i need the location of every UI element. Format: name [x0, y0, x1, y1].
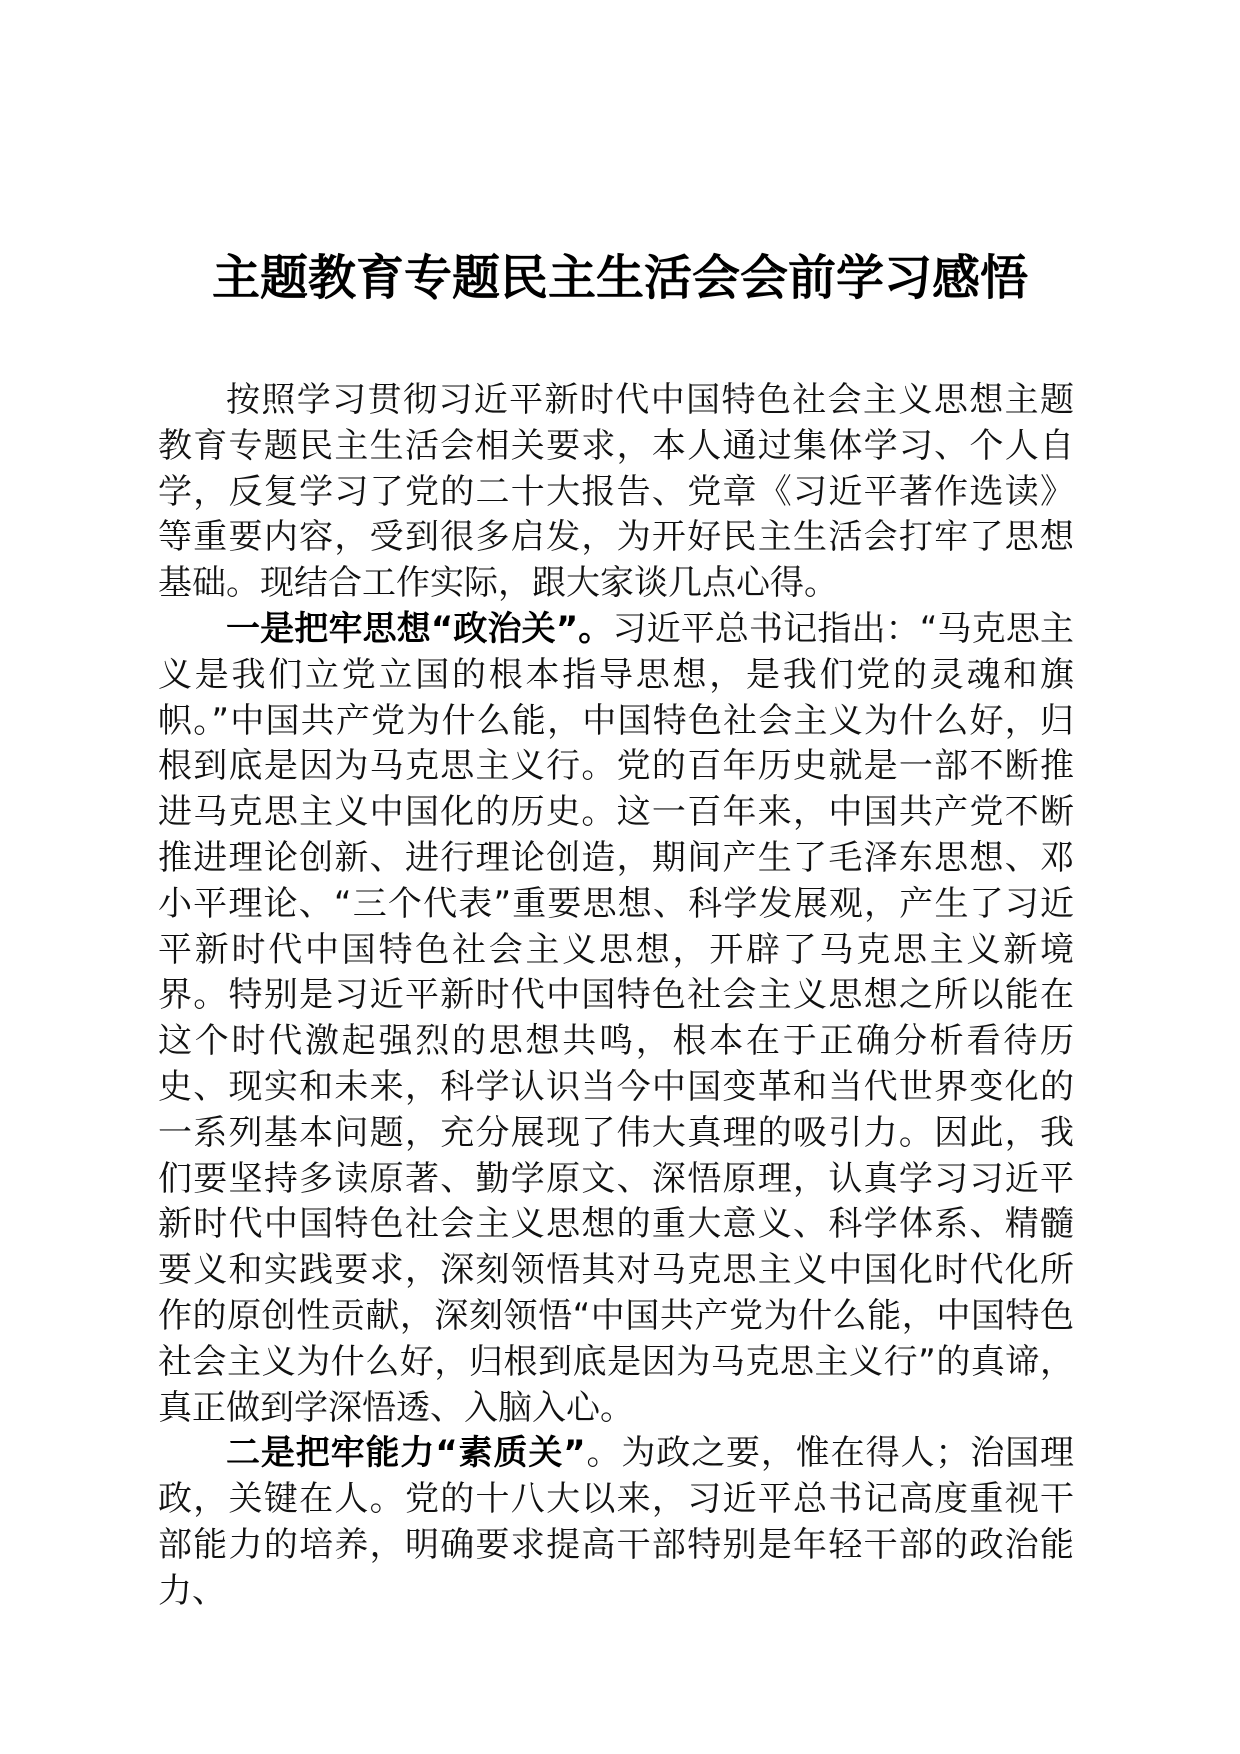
paragraph-lead: 一是把牢思想“政治关”。: [226, 608, 613, 649]
paragraph-point-two: [158, 1431, 1074, 1614]
document-title: 主题教育专题民主生活会会前学习感悟: [211, 250, 1028, 306]
paragraph-text: 习近平总书记指出：“马克思主义是我们立党立国的根本指导思想，是我们党的灵魂和旗帜。”中国共产党为什么能，中国特色社会主义为什么好，归根到底是因为马克思主义行。党的百年历史就是一部不断推进马克思主义中国化的历史。这一百年来，中国共产党不断推进理论创新、进行理论创造，期间产生了毛泽东思想、邓小平理论、“三个代表”重要思想、科学发展观，产生了习近平新时代中国特色社会主义思想，开辟了马克思主义新境界。特别是习近平新时代中国特色社会主义思想之所以能在这个时代激起强烈的思想共鸣，根本在于正确分析看待历史、现实和未来，科学认识当今中国变革和当代世界变化的一系列基本问题，充分展现了伟大真理的吸引力。因此，我们要坚持多读原著、勤学原文、深悟原理，认真学习习近平新时代中国特色社会主义思想的重大意义、科学体系、精髓要义和实践要求，深刻领悟其对马克思主义中国化时代化所作的原创性贡献，深刻领悟“中国共产党为什么能，中国特色社会主义为什么好，归根到底是因为马克思主义行”的真谛，真正做到学深悟透、入脑入心。: [158, 608, 1074, 1428]
paragraph-point-one: [158, 607, 1074, 1431]
paragraph-text: 按照学习贯彻习近平新时代中国特色社会主义思想主题教育专题民主生活会相关要求，本人通过集体学习、个人自学，反复学习了党的二十大报告、党章《习近平著作选读》等重要内容，受到很多启发，为开好民主生活会打牢了思想基础。现结合工作实际，跟大家谈几点心得。: [158, 380, 1074, 604]
paragraph-lead: 二是把牢能力“素质关”: [226, 1433, 586, 1474]
paragraph-text: 。为政之要，惟在得人；治国理政，关键在人。党的十八大以来，习近平总书记高度重视干部能力的培养，明确要求提高干部特别是年轻干部的政治能力、: [158, 1433, 1075, 1611]
document-body: [158, 378, 1074, 1615]
paragraph-intro: [158, 378, 1074, 607]
